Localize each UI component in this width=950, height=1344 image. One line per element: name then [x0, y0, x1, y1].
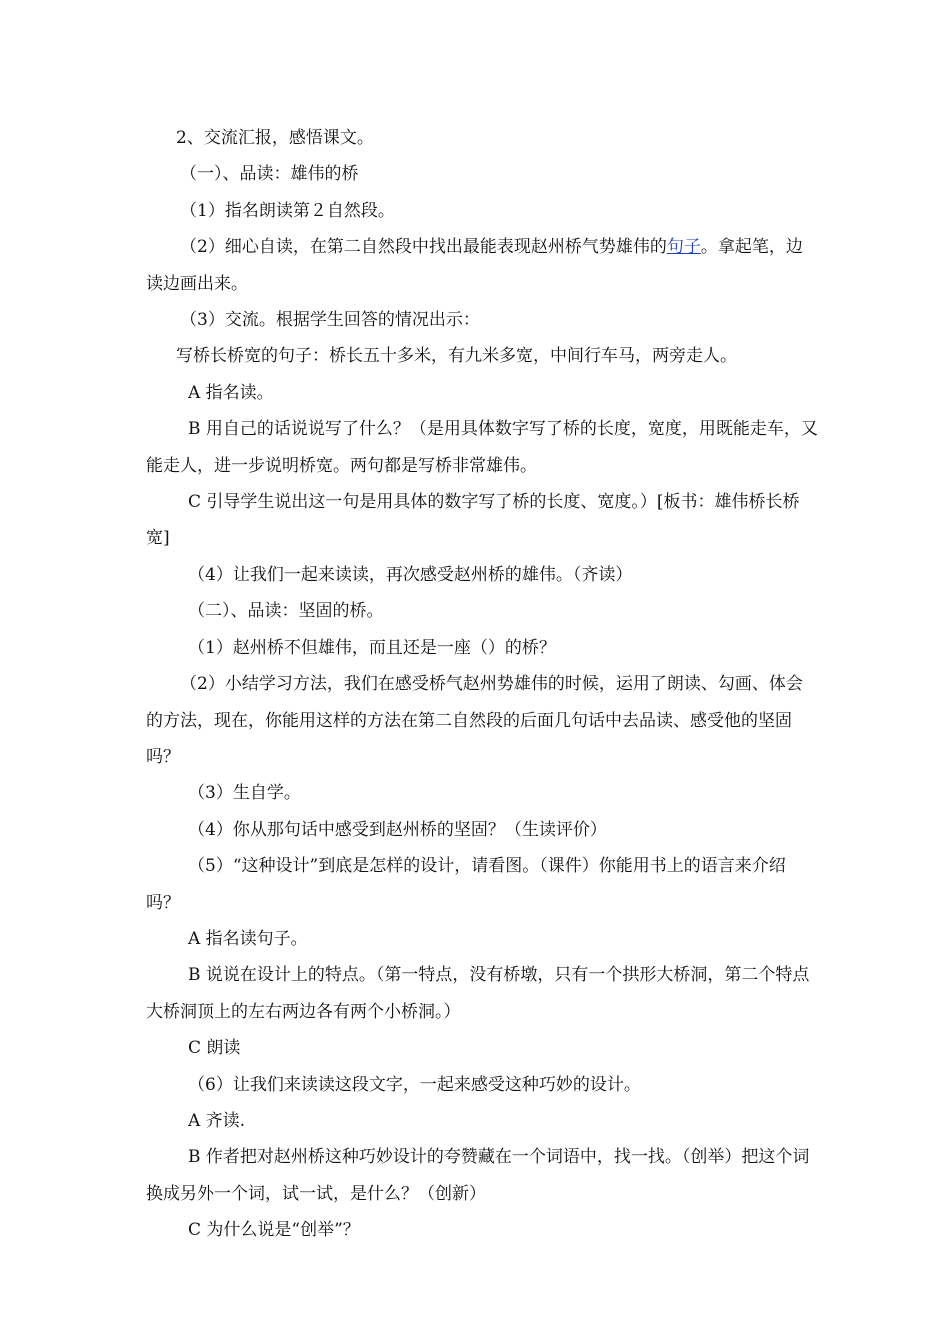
paragraph-step-6-c: C 为什么说是“创举”？	[188, 1220, 360, 1241]
paragraph-subsection-heading-2: （二）、品读：坚固的桥。	[188, 601, 384, 622]
paragraph-step-3: （3）交流。根据学生回答的情况出示：	[180, 310, 480, 331]
paragraph-step-6: （6）让我们来读读这段文字，一起来感受这种巧妙的设计。	[188, 1074, 641, 1095]
paragraph-step-4: （4）让我们一起来读读，再次感受赵州桥的雄伟。（齐读）	[188, 564, 633, 585]
paragraph-item-b: B 用自己的话说说写了什么？（是用具体数字写了桥的长度，宽度，用既能走车，又能走人，进一步说明桥宽。两句都是写桥非常雄伟。	[146, 419, 818, 476]
paragraph-section-heading: 2、交流汇报，感悟课文。	[176, 128, 374, 148]
paragraph-question-4: （4）你从那句话中感受到赵州桥的坚固？（生读评价）	[188, 819, 607, 840]
paragraph-step-1: （1）指名朗读第２自然段。	[180, 200, 395, 221]
document-body	[146, 120, 818, 1249]
paragraph-design-a: A 指名读句子。	[188, 928, 308, 949]
paragraph-design-b: B 说说在设计上的特点。（第一特点，没有桥墩，只有一个拱形大桥洞，第二个特点大桥洞顶上的左右两边各有两个小桥洞。）	[146, 965, 810, 1022]
paragraph-method-summary: （2）小结学习方法，我们在感受桥气赵州势雄伟的时候，运用了朗读、勾画、体会的方法，现在，你能用这样的方法在第二自然段的后面几句话中去品读、感受他的坚固吗？	[146, 674, 803, 767]
paragraph-design-question: （5）“这种设计”到底是怎样的设计，请看图。（课件）你能用书上的语言来介绍吗？	[146, 856, 786, 913]
paragraph-step-6-b: B 作者把对赵州桥这种巧妙设计的夸赞藏在一个词语中，找一找。（创举）把这个词换成另外一个词，试一试，是什么？（创新）	[146, 1147, 810, 1204]
paragraph-item-a: A 指名读。	[188, 382, 274, 403]
paragraph-step-2-text-before: （2）细心自读，在第二自然段中找出最能表现赵州桥气势雄伟的	[180, 237, 667, 258]
paragraph-step-2	[146, 229, 818, 302]
paragraph-step-6-a: A 齐读.	[188, 1110, 246, 1131]
paragraph-design-c: C 朗读	[188, 1038, 241, 1059]
paragraph-question-1: （1）赵州桥不但雄伟，而且还是一座（）的桥？	[188, 637, 556, 658]
paragraph-step-2-text-after: 。拿起笔，边读边画出来。	[146, 237, 803, 294]
paragraph-subsection-heading: （一）、品读：雄伟的桥	[180, 164, 359, 185]
paragraph-bridge-sentence: 写桥长桥宽的句子：桥长五十多米，有九米多宽，中间行车马，两旁走人。	[176, 346, 737, 367]
paragraph-self-study: （3）生自学。	[188, 783, 301, 804]
paragraph-item-c: C 引导学生说出这一句是用具体的数字写了桥的长度、宽度。）[板书：雄伟桥长桥宽]	[146, 492, 800, 549]
sentence-link[interactable]: 句子	[666, 237, 701, 258]
